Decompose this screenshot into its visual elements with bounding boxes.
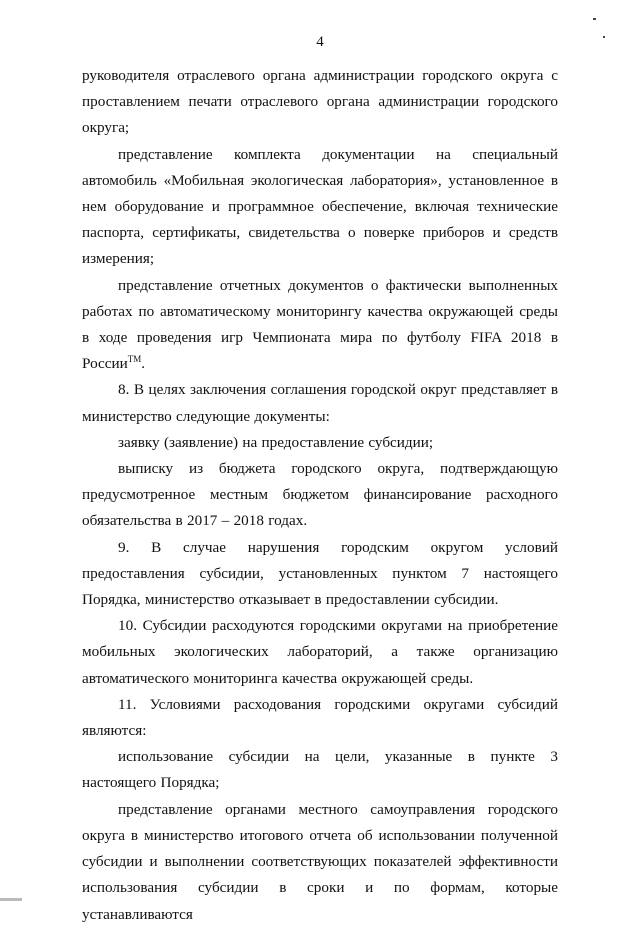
scan-speck [593,18,596,20]
scan-speck [0,898,22,901]
paragraph-3-text: представление отчетных документов о фактически выполненных работах по автоматическому мониторингу качества окружающей среды в ходе проведения игр Чемпионата мира по футболу FIFA 2018 в России [82,276,558,373]
document-body [82,63,558,928]
paragraph-3-period: . [141,355,146,373]
paragraph-6: выписку из бюджета городского округа, подтверждающую предусмотренное местным бюджетом финансирование расходного обязательства в 2017 – 2018 годах. [82,460,558,530]
paragraph-7: 9. В случае нарушения городским округом условий предоставления субсидии, установленных пунктом 7 настоящего Порядка, министерство отказывает в предоставлении субсидии. [82,538,558,609]
paragraph-8: 10. Субсидии расходуются городскими округами на приобретение мобильных экологических лабораторий, а также организацию автоматического мониторинга качества окружающей среды. [82,617,558,687]
trademark-sign: TM [127,354,142,365]
page-number: 4 [316,34,324,50]
paragraph-1: руководителя отраслевого органа администрации городского округа с проставлением печати отраслевого органа администрации городского округа; [82,67,558,137]
paragraph-4: 8. В целях заключения соглашения городской округ представляет в министерство следующие документы: [82,381,558,425]
paragraph-9: 11. Условиями расходования городскими округами субсидий являются: [82,695,558,740]
paragraph-11: представление органами местного самоуправления городского округа в министерство итогового отчета об использовании полученной субсидии и выполнении соответствующих показателей эффективности использования субсидии в сроки и по формам, которые устанавливаются [82,800,558,923]
paragraph-5: заявку (заявление) на предоставление субсидии; [118,433,434,451]
paragraph-10: использование субсидии на цели, указанные в пункте 3 настоящего Порядка; [82,748,558,792]
paragraph-2: представление комплекта документации на специальный автомобиль «Мобильная экологическая лаборатория», установленное в нем оборудование и программное обеспечение, включая технические паспорта, сертификаты, свидетельства о поверке приборов и средств измерения; [82,145,558,268]
paragraph-3 [82,273,558,378]
scan-speck [603,36,605,38]
